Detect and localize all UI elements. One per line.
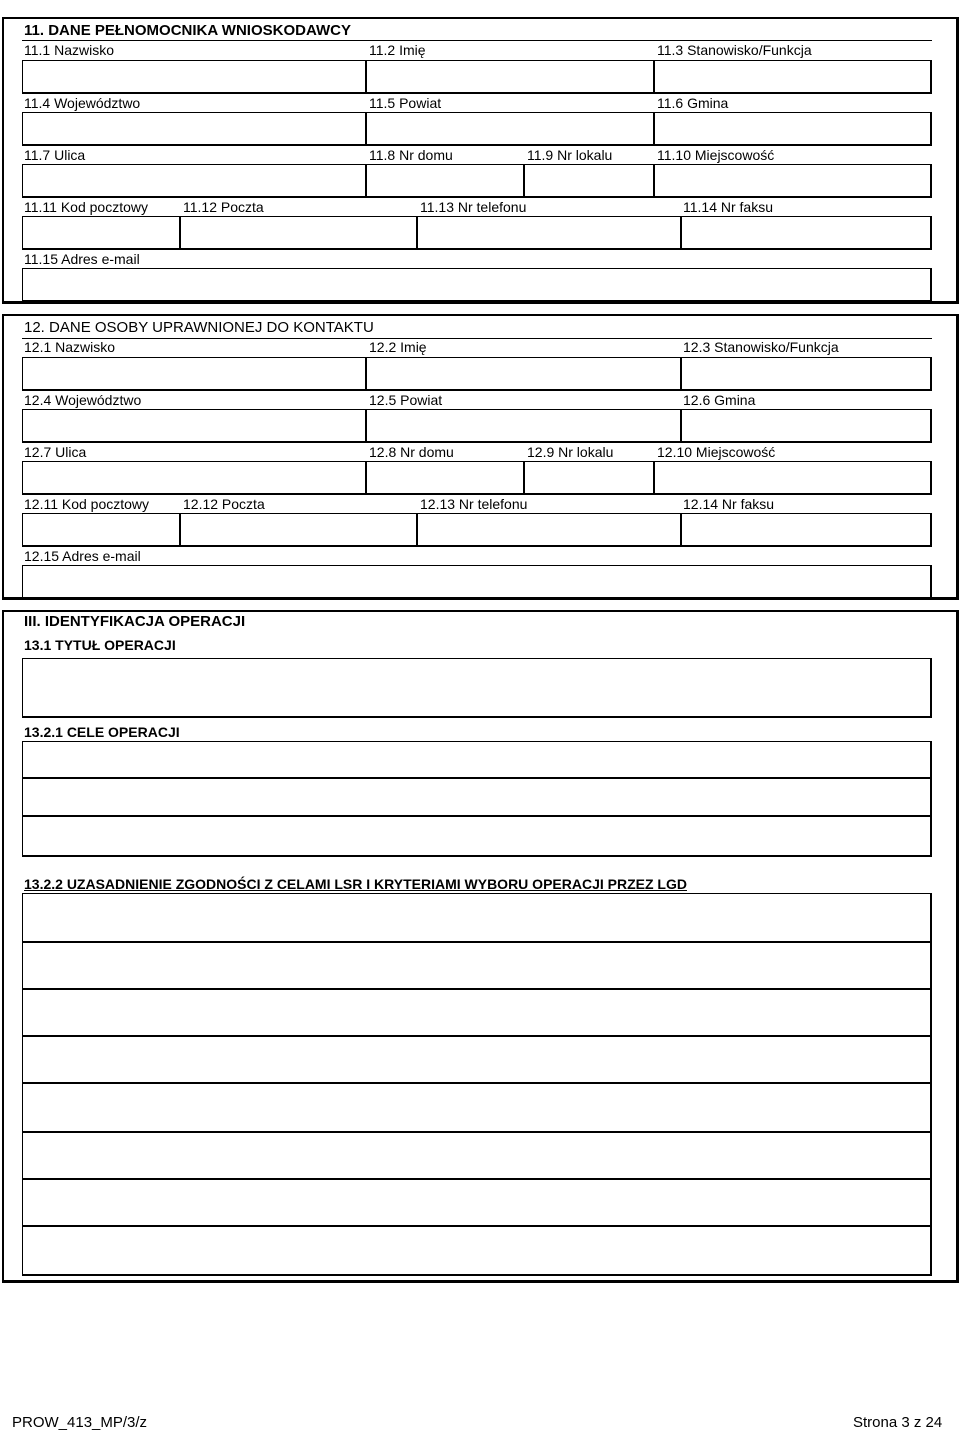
field-13-1[interactable] <box>22 658 932 718</box>
label-11-14: 11.14 Nr faksu <box>683 199 774 215</box>
label-11-3: 11.3 Stanowisko/Funkcja <box>657 42 812 58</box>
footer-page-number: Strona 3 z 24 <box>853 1414 943 1431</box>
field-11-8[interactable] <box>366 164 525 198</box>
label-13-1: 13.1 TYTUŁ OPERACJI <box>24 637 176 653</box>
label-11-10: 11.10 Miejscowość <box>657 147 775 163</box>
field-13-2-2-c[interactable] <box>22 989 932 1037</box>
field-13-2-1-a[interactable] <box>22 741 932 779</box>
field-11-1[interactable] <box>22 60 367 94</box>
section-11-title: 11. DANE PEŁNOMOCNIKA WNIOSKODAWCY <box>24 22 351 39</box>
field-11-10[interactable] <box>654 164 932 198</box>
field-11-13[interactable] <box>417 216 682 250</box>
label-12-12: 12.12 Poczta <box>183 496 265 512</box>
label-12-6: 12.6 Gmina <box>683 392 756 408</box>
field-11-2[interactable] <box>366 60 655 94</box>
field-13-2-2-e[interactable] <box>22 1083 932 1133</box>
label-11-1: 11.1 Nazwisko <box>24 42 115 58</box>
field-13-2-2-b[interactable] <box>22 942 932 990</box>
label-13-2-1: 13.2.1 CELE OPERACJI <box>24 724 180 740</box>
label-12-9: 12.9 Nr lokalu <box>527 444 614 460</box>
field-12-15[interactable] <box>22 565 932 599</box>
label-11-9: 11.9 Nr lokalu <box>527 147 613 163</box>
field-13-2-2-a[interactable] <box>22 893 932 943</box>
field-11-9[interactable] <box>524 164 655 198</box>
field-12-9[interactable] <box>524 461 655 495</box>
field-12-12[interactable] <box>180 513 418 547</box>
label-12-7: 12.7 Ulica <box>24 444 87 460</box>
label-12-4: 12.4 Województwo <box>24 392 142 408</box>
label-11-13: 11.13 Nr telefonu <box>420 199 527 215</box>
label-12-13: 12.13 Nr telefonu <box>420 496 528 512</box>
section-iii-title: III. IDENTYFIKACJA OPERACJI <box>24 613 246 630</box>
field-11-3[interactable] <box>654 60 932 94</box>
label-12-10: 12.10 Miejscowość <box>657 444 776 460</box>
label-11-4: 11.4 Województwo <box>24 95 141 111</box>
field-11-12[interactable] <box>180 216 418 250</box>
label-11-7: 11.7 Ulica <box>24 147 86 163</box>
field-11-7[interactable] <box>22 164 367 198</box>
field-12-11[interactable] <box>22 513 181 547</box>
label-12-3: 12.3 Stanowisko/Funkcja <box>683 339 839 355</box>
field-12-4[interactable] <box>22 409 367 443</box>
field-12-5[interactable] <box>366 409 682 443</box>
field-13-2-2-d[interactable] <box>22 1036 932 1084</box>
field-11-5[interactable] <box>366 112 655 146</box>
label-11-8: 11.8 Nr domu <box>369 147 453 163</box>
field-12-13[interactable] <box>417 513 682 547</box>
label-12-2: 12.2 Imię <box>369 339 427 355</box>
field-12-14[interactable] <box>681 513 932 547</box>
footer-form-code: PROW_413_MP/3/z <box>12 1414 148 1431</box>
label-11-5: 11.5 Powiat <box>369 95 442 111</box>
label-11-15: 11.15 Adres e-mail <box>24 251 140 267</box>
label-11-12: 11.12 Poczta <box>183 199 264 215</box>
field-13-2-2-g[interactable] <box>22 1179 932 1227</box>
label-11-11: 11.11 Kod pocztowy <box>24 199 149 215</box>
field-12-7[interactable] <box>22 461 367 495</box>
field-13-2-1-b[interactable] <box>22 778 932 817</box>
label-12-8: 12.8 Nr domu <box>369 444 454 460</box>
label-11-6: 11.6 Gmina <box>657 95 729 111</box>
field-13-2-2-h[interactable] <box>22 1226 932 1276</box>
field-12-1[interactable] <box>22 357 367 391</box>
field-12-3[interactable] <box>681 357 932 391</box>
field-12-2[interactable] <box>366 357 682 391</box>
label-12-15: 12.15 Adres e-mail <box>24 548 141 564</box>
field-11-11[interactable] <box>22 216 181 250</box>
field-11-6[interactable] <box>654 112 932 146</box>
label-13-2-2: 13.2.2 UZASADNIENIE ZGODNOŚCI Z CELAMI LSR I KRYTERIAMI WYBORU OPERACJI PRZEZ LGD <box>24 876 687 892</box>
label-11-2: 11.2 Imię <box>369 42 426 58</box>
section-12-title: 12. DANE OSOBY UPRAWNIONEJ DO KONTAKTU <box>24 319 374 336</box>
field-12-10[interactable] <box>654 461 932 495</box>
field-13-2-2-f[interactable] <box>22 1132 932 1180</box>
label-12-1: 12.1 Nazwisko <box>24 339 116 355</box>
field-11-15[interactable] <box>22 268 932 302</box>
field-11-4[interactable] <box>22 112 367 146</box>
field-11-14[interactable] <box>681 216 932 250</box>
field-12-6[interactable] <box>681 409 932 443</box>
field-13-2-1-c[interactable] <box>22 816 932 857</box>
label-12-11: 12.11 Kod pocztowy <box>24 496 150 512</box>
label-12-5: 12.5 Powiat <box>369 392 443 408</box>
field-12-8[interactable] <box>366 461 525 495</box>
label-12-14: 12.14 Nr faksu <box>683 496 775 512</box>
